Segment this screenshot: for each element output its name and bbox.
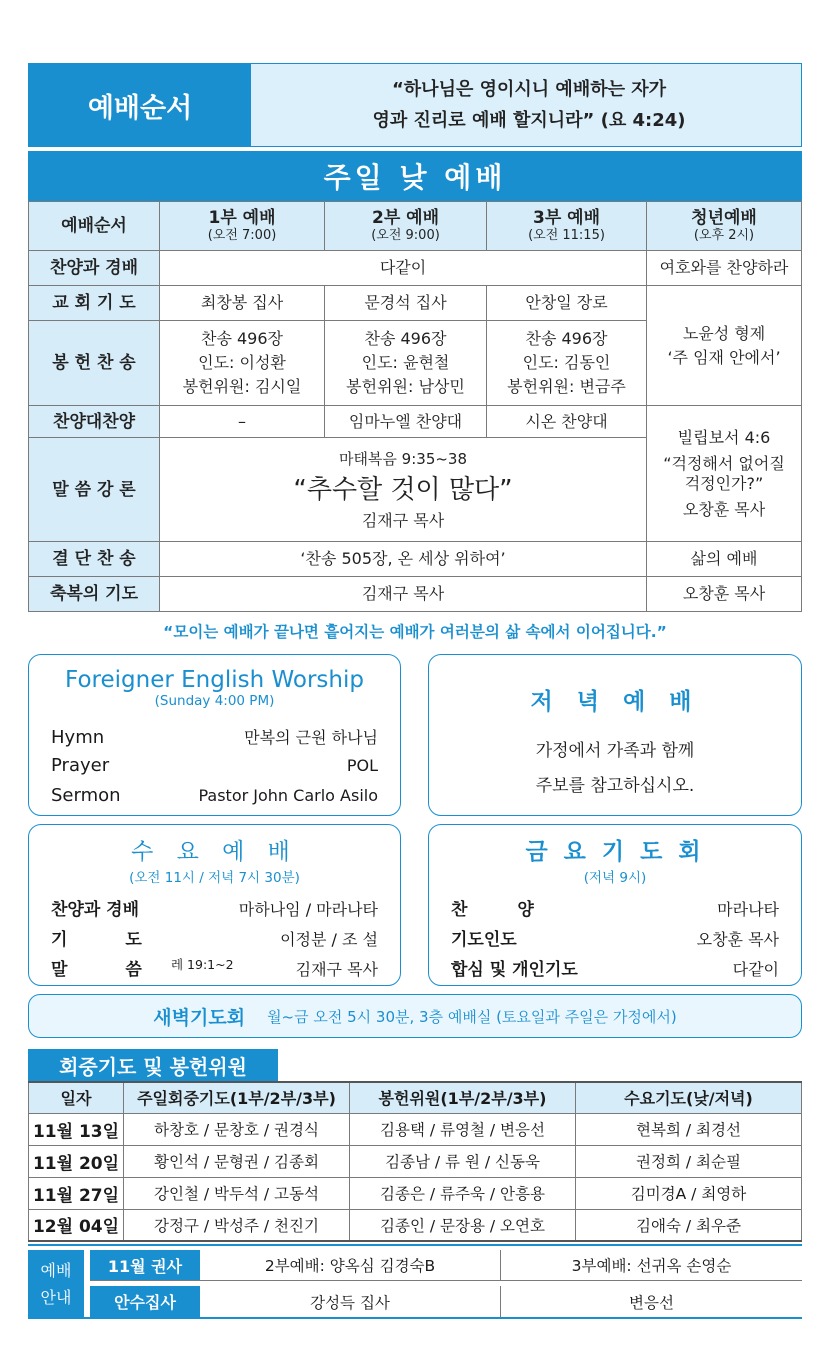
evening-worship-box — [428, 654, 802, 816]
sermon-title: “추수할 것이 많다” — [293, 474, 513, 505]
col-wednesday-prayer: 수요기도(낮/저녁) — [576, 1082, 802, 1113]
col-offering: 봉헌위원(1부/2부/3부) — [350, 1082, 576, 1113]
wednesday-worship-box — [28, 824, 401, 986]
evening-line-1: 가정에서 가족과 함께 — [535, 741, 695, 761]
friday-item: 찬 양 마라나타 — [451, 900, 779, 920]
col-service-2: 2부 예배 (오전 9:00) — [325, 202, 487, 251]
wednesday-title: 수 요 예 배 — [131, 839, 298, 865]
col-sunday-prayer: 주일회중기도(1부/2부/3부) — [124, 1082, 350, 1113]
row-benediction: 축복의 기도 김재구 목사 오창훈 목사 — [29, 577, 802, 612]
wednesday-item: 찬양과 경배 마하나임 / 마라나타 — [51, 900, 378, 920]
english-title: Foreigner English Worship — [65, 667, 364, 693]
prayer-roster-title: 회중기도 및 봉헌위원 — [28, 1049, 278, 1081]
header-quote — [269, 74, 789, 136]
col-label: 예배순서 — [29, 202, 160, 251]
evening-line-2: 주보를 참고하십시오. — [535, 776, 695, 796]
row-praise: 찬양과 경배 다같이 여호와를 찬양하라 — [29, 251, 802, 286]
row-offering: 봉 헌 찬 송 찬송 496장 인도: 이성환 봉헌위원: 김시일 찬송 496장 인도: 윤현철 봉헌위원: 남상민 찬송 496장 인도: 김동인 봉헌위원: 변금주 — [29, 321, 802, 406]
prayer-roster-table — [28, 1081, 802, 1242]
header — [28, 63, 802, 147]
sunday-order-table — [28, 201, 802, 612]
row-choir: 찬양대찬양 – 임마누엘 찬양대 시온 찬양대 빌립보서 4:6 “걱정해서 없어질 걱정인가?” 오창훈 목사 — [29, 406, 802, 438]
sermon-preacher: 김재구 목사 — [361, 510, 445, 530]
sunday-worship-title: 주일 낮 예배 — [28, 151, 802, 201]
wednesday-time: (오전 11시 / 저녁 7시 30분) — [129, 870, 300, 886]
worship-notice — [28, 1244, 802, 1319]
sermon-ref: 마태복음 9:35~38 — [338, 449, 468, 468]
table-row: 11월 13일 하창호 / 문창호 / 권경식 김용택 / 류영철 / 변응선 현복희 / 최경선 — [29, 1113, 802, 1145]
friday-item: 기도인도 오창훈 목사 — [451, 930, 779, 950]
youth-offering: 노윤성 형제 ‘주 임재 안에서’ — [647, 286, 802, 406]
motto: “모이는 예배가 끝나면 흩어지는 예배가 여러분의 삶 속에서 이어집니다.” — [163, 623, 667, 641]
english-item: Sermon Pastor John Carlo Asilo — [51, 785, 378, 806]
col-service-youth: 청년예배 (오후 2시) — [647, 202, 802, 251]
friday-item: 합심 및 개인기도 다같이 — [451, 960, 779, 980]
col-date: 일자 — [29, 1082, 124, 1113]
dawn-title: 새벽기도회 — [153, 1006, 246, 1029]
notice-row: 11월 권사 2부예배: 양옥심 김경숙B 3부예배: 선귀옥 손영순 — [90, 1250, 802, 1281]
english-item: Prayer POL — [51, 755, 378, 776]
wednesday-item: 말 씀 레 19:1~2 김재구 목사 — [51, 957, 378, 980]
friday-title: 금 요 기 도 회 — [525, 839, 705, 865]
quote-line-2: 영과 진리로 예배 할지니라” (요 4:24) — [372, 110, 686, 131]
row-prayer: 교 회 기 도 최창봉 집사 문경석 집사 안창일 장로 노윤성 형제 ‘주 임재 안에서’ — [29, 286, 802, 321]
dawn-text: 월~금 오전 5시 30분, 3층 예배실 (토요일과 주일은 가정에서) — [267, 1007, 677, 1026]
youth-sermon: 빌립보서 4:6 “걱정해서 없어질 걱정인가?” 오창훈 목사 — [647, 406, 802, 542]
table-row: 12월 04일 강정구 / 박성주 / 천진기 김종인 / 문장용 / 오연호 김애숙 / 최우준 — [29, 1209, 802, 1241]
friday-time: (저녁 9시) — [583, 870, 647, 886]
row-sermon: 말 씀 강 론 마태복음 9:35~38 “추수할 것이 많다” 김재구 목사 — [29, 438, 802, 542]
col-service-1: 1부 예배 (오전 7:00) — [160, 202, 325, 251]
page-title: 예배순서 — [29, 64, 251, 146]
notice-label: 예배 안내 — [28, 1250, 84, 1317]
col-service-3: 3부 예배 (오전 11:15) — [487, 202, 647, 251]
dawn-prayer-banner — [28, 994, 802, 1038]
notice-row: 안수집사 강성득 집사 변응선 — [90, 1286, 802, 1317]
wednesday-item: 기 도 이정분 / 조 설 — [51, 930, 378, 950]
row-decision: 결 단 찬 송 ‘찬송 505장, 온 세상 위하여’ 삶의 예배 — [29, 542, 802, 577]
friday-prayer-box — [428, 824, 802, 986]
english-item: Hymn 만복의 근원 하나님 — [51, 727, 378, 748]
evening-title: 저 녁 예 배 — [530, 689, 700, 715]
english-worship-box — [28, 654, 401, 816]
table-row: 11월 20일 황인석 / 문형권 / 김종회 김종남 / 류 원 / 신동욱 권정희 / 최순필 — [29, 1145, 802, 1177]
table-row: 11월 27일 강인철 / 박두석 / 고동석 김종은 / 류주욱 / 안흥용 김미경A / 최영하 — [29, 1177, 802, 1209]
quote-line-1: “하나님은 영이시니 예배하는 자가 — [391, 79, 667, 100]
english-time: (Sunday 4:00 PM) — [154, 693, 275, 709]
